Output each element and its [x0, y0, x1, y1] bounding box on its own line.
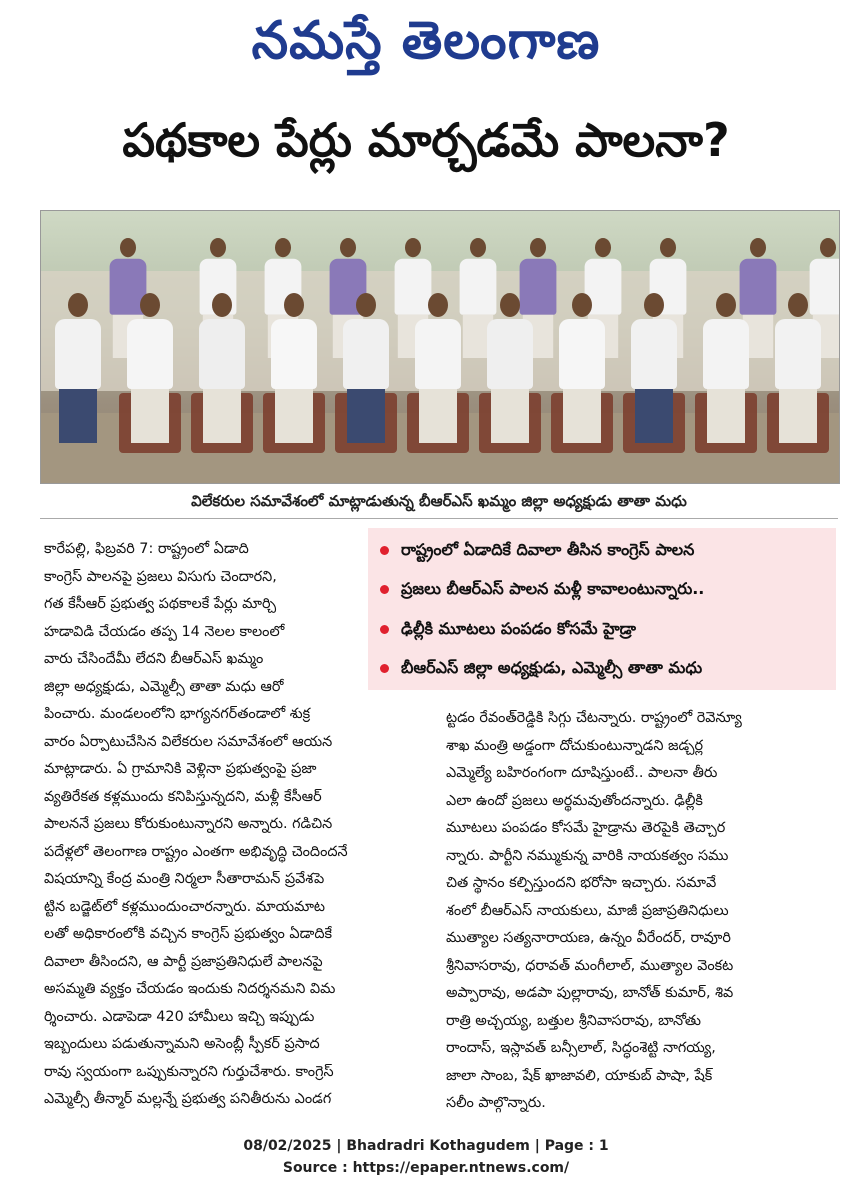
person-seated [123, 293, 177, 443]
highlight-text: రాష్ట్రంలో ఏడాదికే దివాలా తీసిన కాంగ్రెస్ పాలన [401, 540, 695, 559]
highlight-item [368, 532, 836, 568]
article-line: కాంగ్రెస్ పాలనపై ప్రజలు విసుగు చెందారని, [44, 568, 277, 585]
legs [203, 389, 241, 443]
article-line: ఎమ్మెల్యే బహిరంగంగా దూషిస్తుంటే.. పాలనా తీరు [446, 765, 718, 781]
head [120, 238, 136, 257]
article-line: ముత్యాల సత్యనారాయణ, ఉన్నం వీరేందర్, రావూరి [446, 930, 731, 946]
article-line: దివాలా తీసిందని, ఆ పార్టీ ప్రజాప్రతినిధులే పాలనపై [44, 953, 323, 970]
article-line: వారం ఏర్పాటుచేసిన విలేకరుల సమావేశంలో ఆయన [44, 733, 333, 750]
head [340, 238, 356, 257]
highlight-text: ఢిల్లీకి మూటలు పంపడం కోసమే హైడ్రా [401, 619, 636, 638]
article-line: ఎమ్మెల్సీ తీన్మార్ మల్లన్నే ప్రభుత్వ పనితీరును ఎండగ [44, 1091, 332, 1107]
head [820, 238, 836, 257]
article-line: శంలో బీఆర్ఎస్ నాయకులు, మాజీ ప్రజాప్రతినిధులు [446, 902, 729, 919]
highlights-box [368, 528, 836, 690]
article-line: ట్టిన బడ్జెట్‌లో కళ్లముందుంచారన్నారు. మాయమాట [44, 898, 326, 915]
article-line: ట్టడం రేవంత్‌రెడ్డికి సిగ్గు చేటన్నారు. రాష్ట్రంలో రెవెన్యూ [446, 710, 742, 726]
article-line: అప్పారావు, అడపా పుల్లారావు, బానోత్ కుమార్, శివ [446, 985, 734, 1001]
highlight-item [368, 611, 836, 647]
article-line: పదేళ్లలో తెలంగాణ రాష్ట్రం ఎంతగా అభివృద్ధి చెందిందనే [44, 843, 348, 860]
legs [563, 389, 601, 443]
torso [487, 319, 533, 389]
head [356, 293, 376, 317]
legs [491, 389, 529, 443]
person-seated [267, 293, 321, 443]
article-line: రావు స్వయంగా ఒప్పుకున్నారని గుర్తుచేశారు. కాంగ్రెస్ [44, 1063, 334, 1080]
head [716, 293, 736, 317]
torso [199, 319, 245, 389]
article-line: పాలననే ప్రజలు కోరుకుంటున్నారని అన్నారు. గడిచిన [44, 816, 333, 832]
torso [775, 319, 821, 389]
footer-meta: 08/02/2025 | Bhadradri Kothagudem | Page : 1 [243, 1138, 609, 1154]
headline: పథకాల పేర్లు మార్చడమే పాలనా? [122, 113, 730, 167]
article-line: కారేపల్లి, ఫిబ్రవరి 7: రాష్ట్రంలో ఏడాది [44, 541, 249, 557]
article-line: మూటలు పంపడం కోసమే హైడ్రాను తెరపైకి తెచ్చార [446, 820, 726, 836]
torso [703, 319, 749, 389]
legs [59, 389, 97, 443]
head [428, 293, 448, 317]
head [750, 238, 766, 257]
person-seated [627, 293, 681, 443]
article-line: లతో అధికారంలోకి వచ్చిన కాంగ్రెస్ ప్రభుత్వం ఏడాదికే [44, 926, 333, 942]
head [660, 238, 676, 257]
article-line: మాట్లాడారు. ఏ గ్రామానికి వెళ్లినా ప్రభుత్వంపై ప్రజా [44, 761, 317, 777]
head [470, 238, 486, 257]
person-seated [483, 293, 537, 443]
article-column-1 [44, 536, 436, 1114]
person-seated [339, 293, 393, 443]
head [140, 293, 160, 317]
head [644, 293, 664, 317]
legs [419, 389, 457, 443]
article-line: ర్శించారు. ఎడాపెడా 420 హామీలు ఇచ్చి ఇప్పుడు [44, 1008, 315, 1025]
torso [415, 319, 461, 389]
person-seated [699, 293, 753, 443]
article-line: శాఖ మంత్రి అడ్డంగా దోచుకుంటున్నాడని జడ్చర్ల [446, 737, 704, 754]
torso [127, 319, 173, 389]
article-line: జాలా సాంబ, షేక్ ఖాజావలి, యాకుబ్ పాషా, షేక్ [446, 1067, 713, 1084]
legs [779, 389, 817, 443]
person-seated [51, 293, 105, 443]
torso [559, 319, 605, 389]
highlight-text: బీఆర్ఎస్ జిల్లా అధ్యక్షుడు, ఎమ్మెల్సీ తాతా మధు [401, 658, 703, 677]
article-line: శ్రీనివాసరావు, ధరావత్ మంగీలాల్, ముత్యాల వెంకట [446, 957, 734, 974]
article-line: హడావిడి చేయడం తప్ప 14 నెలల కాలంలో [44, 623, 285, 640]
photo-caption: విలేకరుల సమావేశంలో మాట్లాడుతున్న బీఆర్ఎస్ ఖమ్మం జిల్లా అధ్యక్షుడు తాతా మధు [191, 492, 687, 510]
head [275, 238, 291, 257]
article-line: వ్యతిరేకత కళ్లముందు కనిపిస్తున్నదని, మళ్లీ కేసీఆర్ [44, 788, 322, 805]
head [405, 238, 421, 257]
legs [347, 389, 385, 443]
head [572, 293, 592, 317]
legs [635, 389, 673, 443]
legs [131, 389, 169, 443]
article-line: వారు చేసిందేమీ లేదని బీఆర్ఎస్ ఖమ్మం [44, 651, 264, 667]
torso [55, 319, 101, 389]
article-line: న్నారు. పార్టీని నమ్ముకున్న వారికి నాయకత్వం సము [446, 847, 729, 864]
legs [275, 389, 313, 443]
article-line: రాత్రి అచ్చయ్య, బత్తుల శ్రీనివాసరావు, బానోతు [446, 1012, 702, 1029]
article-line: గత కేసీఆర్ ప్రభుత్వ పథకాలకే పేర్లు మార్చి [44, 596, 277, 612]
highlight-item [368, 571, 836, 607]
article-column-2 [446, 705, 824, 1118]
head [500, 293, 520, 317]
torso [343, 319, 389, 389]
head [68, 293, 88, 317]
article-line: జిల్లా అధ్యక్షుడు, ఎమ్మెల్సీ తాతా మధు ఆరో [44, 678, 284, 695]
article-line: పించారు. మండలంలోని భాగ్యనగర్‌తండాలో శుక్ర [44, 706, 311, 722]
person-seated [411, 293, 465, 443]
article-line: సలీం పాల్గొన్నారు. [446, 1095, 546, 1111]
article-line: చిత స్థానం కల్పిస్తుందని భరోసా ఇచ్చారు. సమావే [446, 875, 717, 891]
article-line: అసమ్మతి వ్యక్తం చేయడం ఇందుకు నిదర్శనమని విమ [44, 981, 336, 997]
head [530, 238, 546, 257]
legs [707, 389, 745, 443]
article-line: ఎలా ఉందో ప్రజలు అర్థమవుతోందన్నారు. ఢిల్లీకి [446, 792, 703, 809]
article-line: విషయాన్ని కేంద్ర మంత్రి నిర్మలా సీతారామన్ ప్రవేశపె [44, 871, 325, 887]
article-line: ఇబ్బందులు పడుతున్నామని అసెంబ్లీ స్పీకర్ ప్రసాద [44, 1036, 320, 1052]
person-seated [771, 293, 825, 443]
divider [40, 518, 838, 519]
masthead-logo: నమస్తే తెలంగాణ [251, 10, 601, 71]
person-seated [555, 293, 609, 443]
article-line: రాందాస్, ఇస్లావత్ బన్సీలాల్, సిద్ధంశెట్టి నాగయ్య, [446, 1040, 716, 1056]
head [210, 238, 226, 257]
head [212, 293, 232, 317]
highlight-text: ప్రజలు బీఆర్ఎస్ పాలన మళ్లీ కావాలంటున్నారు.. [401, 579, 705, 598]
head [788, 293, 808, 317]
footer-source: Source : https://epaper.ntnews.com/ [282, 1160, 570, 1176]
torso [631, 319, 677, 389]
news-photo [40, 210, 840, 484]
person-seated [195, 293, 249, 443]
head [595, 238, 611, 257]
torso [271, 319, 317, 389]
head [284, 293, 304, 317]
highlight-item [368, 650, 836, 686]
